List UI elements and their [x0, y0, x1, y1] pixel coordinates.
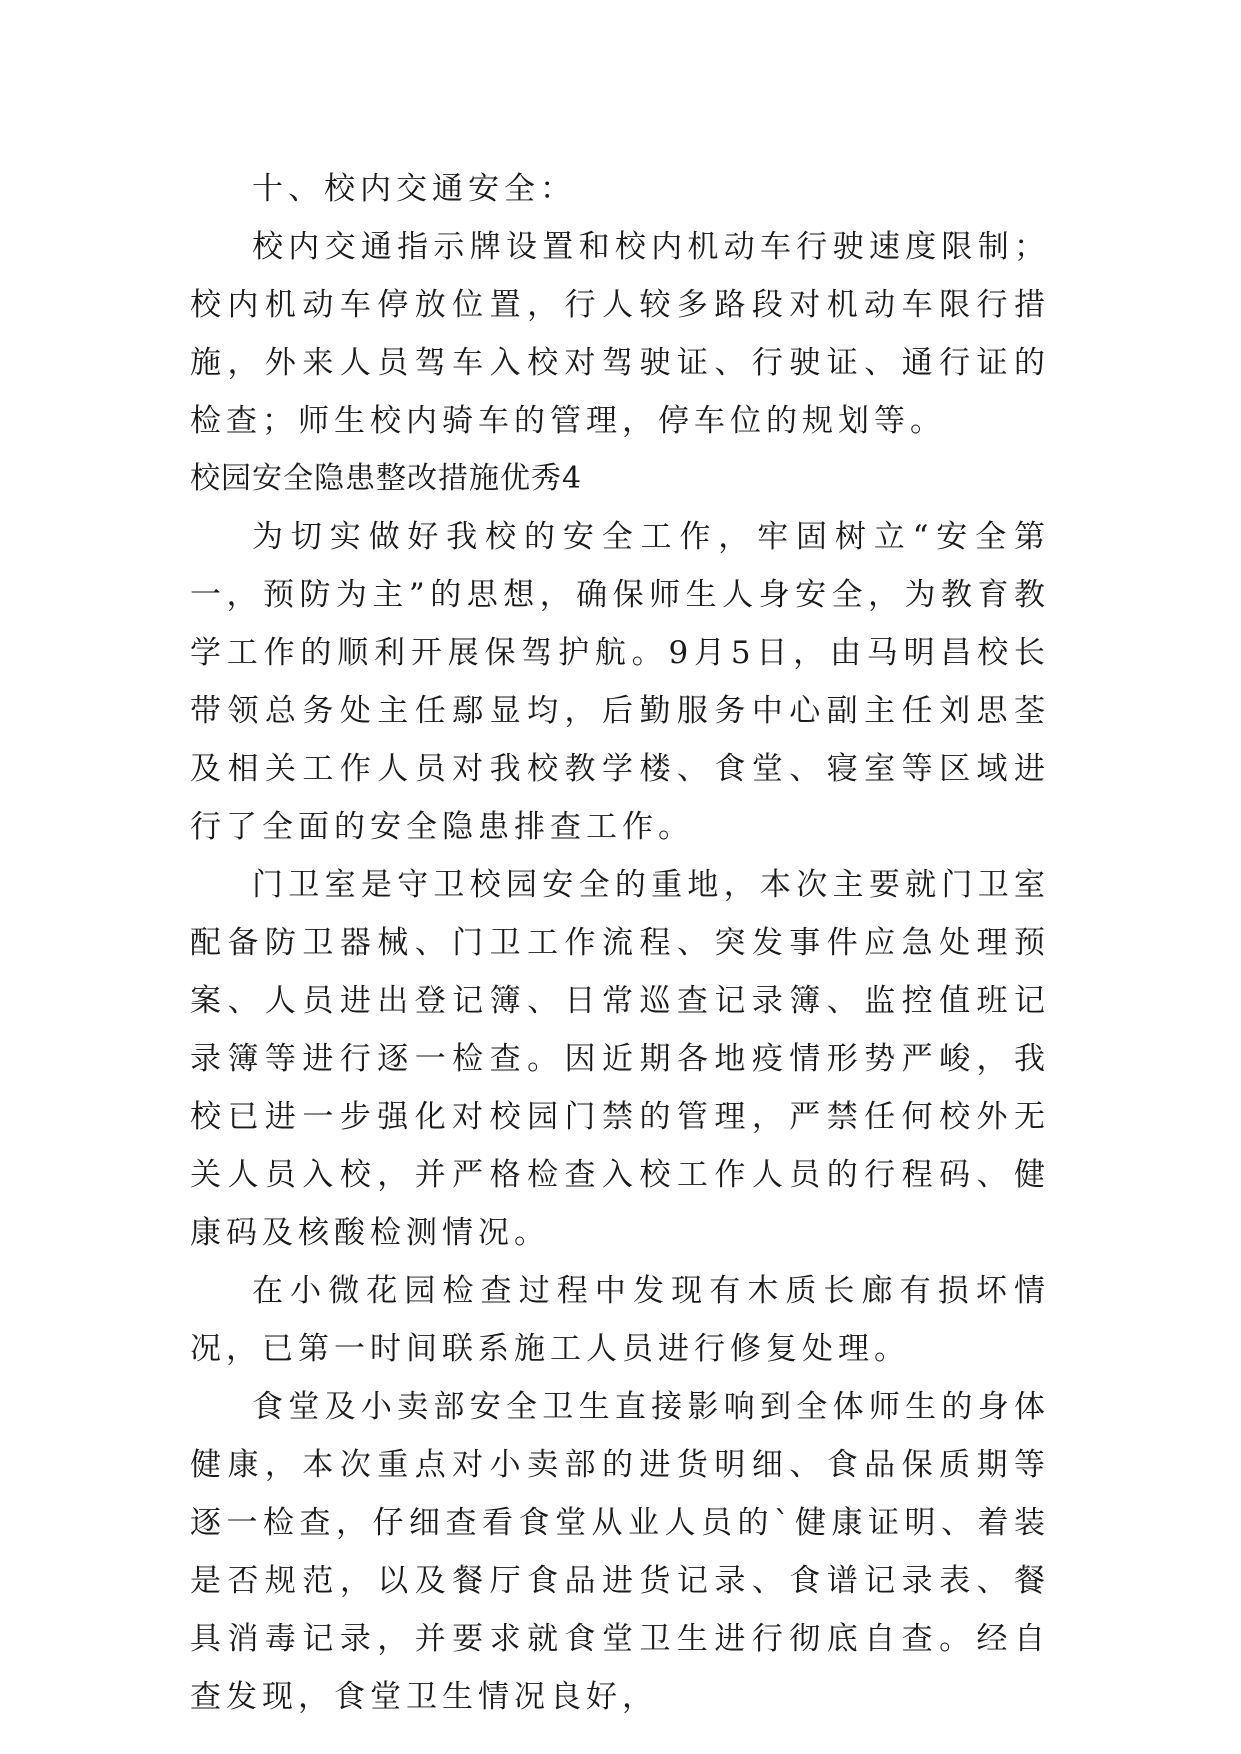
article-title: 校园安全隐患整改措施优秀4 — [190, 461, 583, 496]
paragraph-traffic-measures: 校内交通指示牌设置和校内机动车行驶速度限制；校内机动车停放位置，行人较多路段对机动车限行措施，外来人员驾车入校对驾驶证、行驶证、通行证的检查；师生校内骑车的管理，停车位的规划等。 — [190, 229, 1050, 439]
paragraph-guard-room: 门卫室是守卫校园安全的重地，本次主要就门卫室配备防卫器械、门卫工作流程、突发事件应急处理预案、人员进出登记簿、日常巡查记录簿、监控值班记录簿等进行逐一检查。因近期各地疫情形势严峻，我校已进一步强化对校园门禁的管理，严禁任何校外无关人员入校，并严格检查入校工作人员的行程码、健康码及核酸检测情况。 — [190, 867, 1050, 1251]
section-heading-traffic: 十、校内交通安全： — [252, 171, 576, 207]
document-body — [190, 160, 1050, 1726]
paragraph-canteen: 食堂及小卖部安全卫生直接影响到全体师生的身体健康，本次重点对小卖部的进货明细、食品保质期等逐一检查，仔细查看食堂从业人员的`健康证明、着装是否规范，以及餐厅食品进货记录、食谱记录表、餐具消毒记录，并要求就食堂卫生进行彻底自查。经自查发现，食堂卫生情况良好， — [190, 1389, 1050, 1715]
paragraph-garden: 在小微花园检查过程中发现有木质长廊有损坏情况，已第一时间联系施工人员进行修复处理。 — [190, 1273, 1050, 1367]
paragraph-inspection-intro: 为切实做好我校的安全工作，牢固树立“安全第一，预防为主”的思想，确保师生人身安全，为教育教学工作的顺利开展保驾护航。9月5日，由马明昌校长带领总务处主任鄢显均，后勤服务中心副主任刘思荃及相关工作人员对我校教学楼、食堂、寝室等区域进行了全面的安全隐患排查工作。 — [190, 519, 1050, 845]
